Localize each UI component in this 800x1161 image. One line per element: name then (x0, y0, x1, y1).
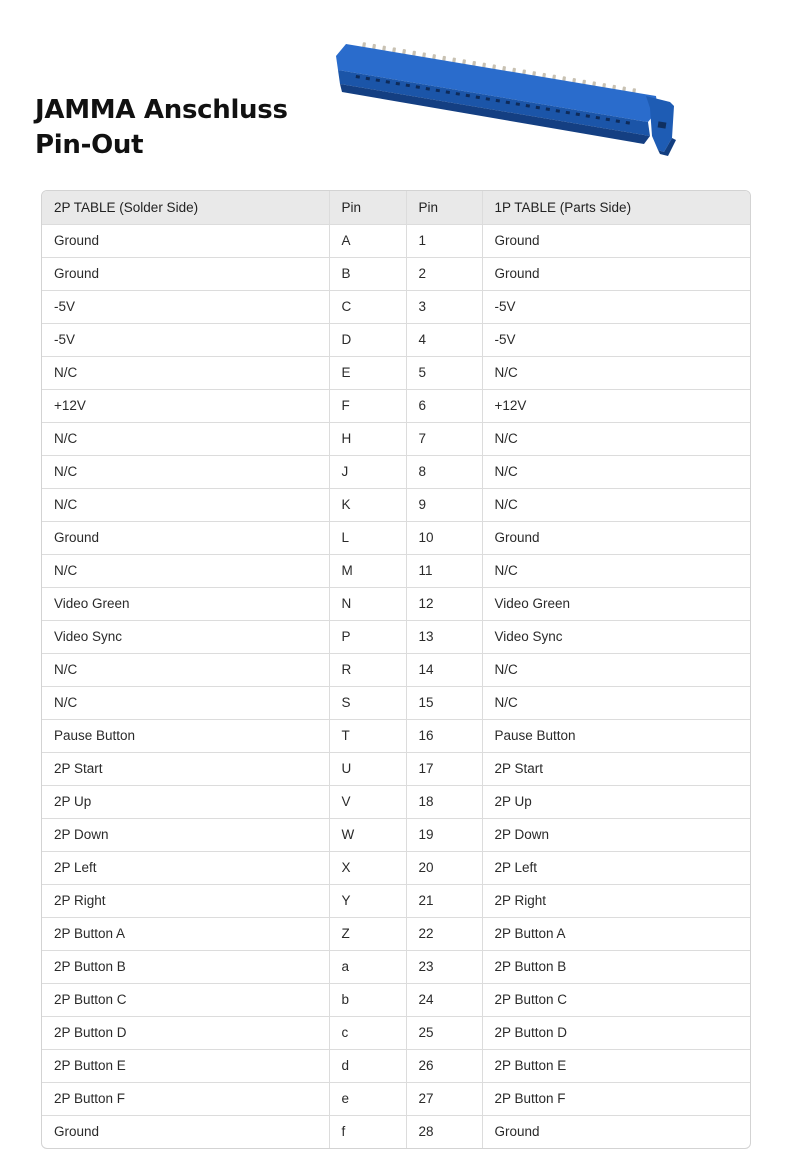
cell-pin-number: 9 (406, 488, 482, 521)
cell-pin-letter: J (329, 455, 406, 488)
cell-1p-signal: N/C (482, 686, 750, 719)
cell-pin-number: 3 (406, 290, 482, 323)
cell-pin-letter: R (329, 653, 406, 686)
cell-2p-signal: 2P Button B (42, 950, 329, 983)
cell-pin-letter: N (329, 587, 406, 620)
cell-pin-number: 28 (406, 1115, 482, 1148)
cell-pin-number: 17 (406, 752, 482, 785)
cell-pin-letter: D (329, 323, 406, 356)
table-row (42, 257, 750, 290)
cell-pin-number: 14 (406, 653, 482, 686)
cell-2p-signal: -5V (42, 290, 329, 323)
cell-pin-letter: K (329, 488, 406, 521)
cell-2p-signal: N/C (42, 686, 329, 719)
table-row (42, 389, 750, 422)
cell-pin-letter: Y (329, 884, 406, 917)
cell-pin-letter: H (329, 422, 406, 455)
cell-pin-number: 21 (406, 884, 482, 917)
table-row (42, 785, 750, 818)
cell-1p-signal: Video Sync (482, 620, 750, 653)
cell-1p-signal: -5V (482, 290, 750, 323)
cell-2p-signal: -5V (42, 323, 329, 356)
cell-pin-letter: f (329, 1115, 406, 1148)
cell-pin-number: 4 (406, 323, 482, 356)
cell-pin-number: 13 (406, 620, 482, 653)
cell-1p-signal: Pause Button (482, 719, 750, 752)
cell-pin-letter: F (329, 389, 406, 422)
table-row (42, 554, 750, 587)
cell-1p-signal: 2P Up (482, 785, 750, 818)
cell-pin-number: 24 (406, 983, 482, 1016)
cell-1p-signal: N/C (482, 554, 750, 587)
page-title (35, 93, 288, 163)
cell-pin-letter: S (329, 686, 406, 719)
table-row (42, 950, 750, 983)
header-2p-solder-side: 2P TABLE (Solder Side) (42, 191, 329, 224)
cell-1p-signal: N/C (482, 488, 750, 521)
cell-1p-signal: Ground (482, 521, 750, 554)
cell-1p-signal: N/C (482, 653, 750, 686)
table-row (42, 983, 750, 1016)
header-pin-letter: Pin (329, 191, 406, 224)
cell-1p-signal: 2P Button B (482, 950, 750, 983)
table-row (42, 653, 750, 686)
cell-pin-letter: T (329, 719, 406, 752)
cell-1p-signal: 2P Down (482, 818, 750, 851)
table-row (42, 1082, 750, 1115)
cell-2p-signal: N/C (42, 488, 329, 521)
cell-pin-number: 18 (406, 785, 482, 818)
cell-2p-signal: Video Sync (42, 620, 329, 653)
cell-pin-letter: E (329, 356, 406, 389)
table-row (42, 224, 750, 257)
cell-1p-signal: Ground (494, 1124, 540, 1140)
page-title-line-2: Pin-Out (35, 130, 144, 160)
cell-1p-signal: 2P Button E (482, 1049, 750, 1082)
cell-2p-signal: Video Green (42, 587, 329, 620)
cell-pin-number: 1 (406, 224, 482, 257)
cell-2p-signal: 2P Up (42, 785, 329, 818)
cell-2p-signal: Ground (42, 1115, 329, 1148)
cell-pin-number: 19 (406, 818, 482, 851)
cell-1p-signal: 2P Button A (482, 917, 750, 950)
cell-pin-number: 6 (406, 389, 482, 422)
table-row (42, 884, 750, 917)
table-row (42, 587, 750, 620)
cell-pin-letter: U (329, 752, 406, 785)
cell-1p-signal: 2P Left (482, 851, 750, 884)
table-row (42, 290, 750, 323)
cell-2p-signal: +12V (42, 389, 329, 422)
cell-pin-letter: C (329, 290, 406, 323)
header-pin-number: Pin (406, 191, 482, 224)
cell-2p-signal: N/C (42, 422, 329, 455)
cell-pin-number: 16 (406, 719, 482, 752)
table-row (42, 818, 750, 851)
page-title-line-1: JAMMA Anschluss (35, 95, 288, 125)
cell-pin-number: 25 (406, 1016, 482, 1049)
cell-1p-signal: 2P Button F (482, 1082, 750, 1115)
cell-1p-signal: N/C (482, 422, 750, 455)
cell-pin-letter: A (329, 224, 406, 257)
cell-2p-signal: Pause Button (42, 719, 329, 752)
cell-2p-signal: 2P Button E (42, 1049, 329, 1082)
cell-pin-number: 22 (406, 917, 482, 950)
cell-pin-number: 27 (406, 1082, 482, 1115)
header-1p-parts-side: 1P TABLE (Parts Side) (482, 191, 750, 224)
cell-pin-number: 8 (406, 455, 482, 488)
cell-pin-letter: a (329, 950, 406, 983)
cell-pin-letter: V (329, 785, 406, 818)
cell-pin-number: 20 (406, 851, 482, 884)
cell-2p-signal: 2P Start (42, 752, 329, 785)
cell-1p-signal: +12V (482, 389, 750, 422)
table-row (42, 851, 750, 884)
cell-2p-signal: Ground (42, 224, 329, 257)
cell-pin-number: 15 (406, 686, 482, 719)
cell-1p-signal: Ground (482, 224, 750, 257)
table-header-row (42, 191, 750, 224)
cell-2p-signal: N/C (42, 554, 329, 587)
cell-pin-letter: b (329, 983, 406, 1016)
table-row (42, 488, 750, 521)
cell-pin-letter: L (329, 521, 406, 554)
cell-2p-signal: 2P Button C (42, 983, 329, 1016)
cell-pin-letter: d (329, 1049, 406, 1082)
cell-pin-number: 5 (406, 356, 482, 389)
cell-pin-number: 2 (406, 257, 482, 290)
cell-pin-number: 10 (406, 521, 482, 554)
cell-2p-signal: N/C (42, 356, 329, 389)
table-row (42, 1049, 750, 1082)
cell-1p-signal: Ground (482, 257, 750, 290)
table-row (42, 521, 750, 554)
table-row (42, 620, 750, 653)
cell-1p-signal: 2P Button C (482, 983, 750, 1016)
cell-pin-number: 12 (406, 587, 482, 620)
cell-pin-number: 7 (406, 422, 482, 455)
cell-2p-signal: 2P Left (42, 851, 329, 884)
cell-1p-signal: 2P Right (482, 884, 750, 917)
cell-pin-number: 23 (406, 950, 482, 983)
cell-pin-letter: M (329, 554, 406, 587)
cell-1p-signal: 2P Button D (482, 1016, 750, 1049)
cell-pin-letter: X (329, 851, 406, 884)
cell-1p-signal: -5V (482, 323, 750, 356)
cell-pin-letter: e (329, 1082, 406, 1115)
table-row (42, 422, 750, 455)
cell-2p-signal: Ground (42, 521, 329, 554)
table-row (42, 1115, 750, 1148)
cell-1p-signal: Video Green (482, 587, 750, 620)
cell-2p-signal: 2P Right (42, 884, 329, 917)
cell-1p-signal: 2P Start (482, 752, 750, 785)
cell-pin-letter: c (329, 1016, 406, 1049)
cell-pin-letter: W (329, 818, 406, 851)
table-row (42, 455, 750, 488)
cell-2p-signal: N/C (42, 455, 329, 488)
cell-1p-signal: N/C (482, 455, 750, 488)
cell-2p-signal: 2P Button A (42, 917, 329, 950)
cell-1p-signal: N/C (482, 356, 750, 389)
table-row (42, 356, 750, 389)
cell-2p-signal: N/C (42, 653, 329, 686)
cell-2p-signal: Ground (42, 257, 329, 290)
cell-2p-signal: 2P Button D (42, 1016, 329, 1049)
cell-pin-letter: B (329, 257, 406, 290)
table-row (42, 323, 750, 356)
table-row (42, 752, 750, 785)
jamma-edge-connector-icon (328, 38, 690, 162)
table-row (42, 1016, 750, 1049)
cell-pin-number: 11 (406, 554, 482, 587)
cell-pin-number: 26 (406, 1049, 482, 1082)
cell-pin-letter: Z (329, 917, 406, 950)
cell-2p-signal: 2P Down (42, 818, 329, 851)
pinout-table-container (41, 190, 751, 1149)
cell-2p-signal: 2P Button F (42, 1082, 329, 1115)
pinout-table (42, 191, 750, 1148)
cell-pin-letter: P (329, 620, 406, 653)
table-row (42, 686, 750, 719)
table-row (42, 917, 750, 950)
table-row (42, 719, 750, 752)
